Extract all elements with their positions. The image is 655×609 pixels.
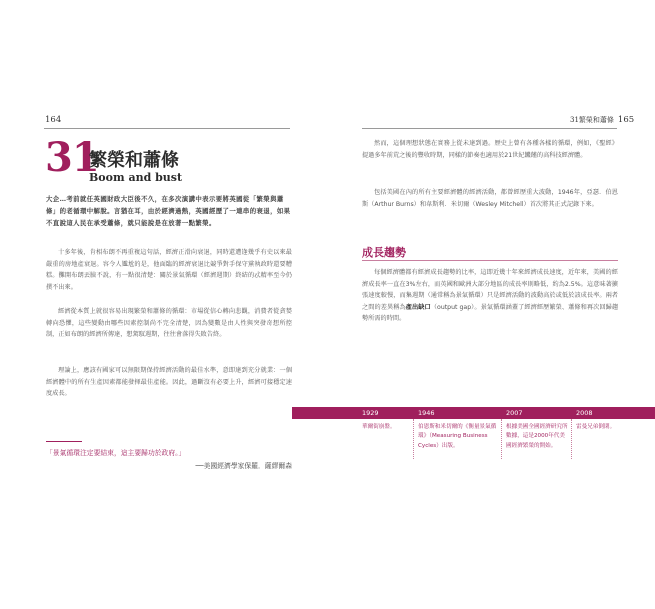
chapter-intro: 大企…考前就任英國財政大臣後不久，在多次演講中表示要將英國從「繁榮與蕭條」的老循環中解脫。言猶在耳，由於經濟過熱，英國經歷了一連串的衰退，如果不直說這人民在承受蕭條，就只能說是在放著一點繁榮。: [46, 195, 291, 227]
section-text-a: 每個經濟體都有經濟成長趨勢的比率，這即近幾十年來經濟成長速度，近年來，美國的經濟成長率一直在3%左右，而英國和歐洲大部分地區的成長率則略低，約為2.5%。這意味著擴張速度較慢，而集週期（通常稱為景氣循環）只是經濟活動的波動高於或低於該成長率。兩者之間的差異稱為: [362, 269, 618, 311]
chapter-title: 繁榮和蕭條: [89, 150, 179, 171]
header-rule-left: [44, 128, 290, 129]
timeline-year: 1929: [362, 409, 379, 417]
chapter-number: 31: [45, 134, 99, 181]
page-number-left: 164: [45, 115, 62, 125]
right-page: [327, 0, 655, 609]
section-text-b: （output gap）。景氣循環涵蓋了經濟經歷繁榮、蕭條和再次回歸趨勢所需的時間。: [362, 303, 619, 323]
timeline-event: 根據美國全國經濟研究所數據，這是2000年代美國經濟繁榮的開始。: [506, 424, 568, 449]
body-paragraph: 十多年後，肯相布朗不再重複這句話，經濟正滑向衰退，同時還遭逢幾乎有史以來最嚴重的房地產衰退。容令人尷尬的是，他面臨的經濟衰退比競爭對手保守黨執政時還要糟糕。攤開布朗丟臉不說，有一點很清楚：關於景氣循環（經濟週期）終結的忒精率至今仍撲不出來。: [46, 249, 292, 291]
key-term: 產出缺口: [405, 303, 431, 311]
timeline-bar: [292, 407, 655, 419]
body-paragraph: 理論上，應該有國家可以無限期保持經濟活動的最佳水準，意即達到充分就業：一個經濟體中的所有生產因素都能發揮最佳產能。因此，過斷沒有必要上升，經濟可接穩定速度成長。: [46, 367, 292, 398]
quote-text: 「景氣循環注定要結束，這主要歸功於政府。」: [46, 449, 186, 457]
quote-attribution: ──美國經濟學家保羅．薩繆爾森: [195, 462, 292, 470]
running-header-right: [570, 115, 634, 125]
section-paragraph: [362, 267, 618, 325]
timeline-event: 雷曼兄弟倒閉。: [576, 424, 616, 430]
timeline-event: 華爾街崩盤。: [362, 424, 396, 430]
section-title: 成長趨勢: [362, 246, 406, 259]
running-title: 31繁榮和蕭條: [570, 116, 614, 124]
pull-quote: [46, 447, 292, 473]
timeline-divider: [413, 419, 414, 459]
timeline-divider: [501, 419, 502, 459]
timeline-event: 伯恩斯和米切爾的《衡量景氣循環》（Measuring Business Cycles）出版。: [418, 424, 497, 449]
quote-rule: [46, 441, 82, 442]
page-number-right: 165: [617, 115, 635, 125]
body-paragraph: 然而，這個理想狀態在實務上從未達到過。歷史上曾有各種各樣的循環，例如，《聖經》提過多年前荒之後的豐收時期，同樣的節奏也適用於21世紀饑饉的高科技經濟體。: [362, 140, 618, 159]
section-rule: [362, 260, 618, 261]
chapter-subtitle: Boom and bust: [89, 171, 183, 184]
body-paragraph: 包括美國在內的所有主要經濟體的經濟活動，都曾經歷重大波動，1946年，亞瑟．伯恩斯（Arthur Burns）和韋斯利．米切爾（Wesley Mitchell）首次將其正式記錄下來。: [362, 189, 618, 208]
body-paragraph: 經濟從本質上就很容易出現繁榮和蕭條的循環：市場從信心轉向悲觀，消費者從貪婪轉向恐懼，這些變動由哪些因素控制尚不完全清楚，因為變數是由人性與突發奇想所控制，正如布朗的經濟所傳達，想駕馭週期，往往會落得失敗告終。: [46, 308, 292, 339]
timeline-year: 2008: [576, 409, 593, 417]
timeline-year: 1946: [418, 409, 435, 417]
timeline-divider: [571, 419, 572, 459]
header-rule-right: [362, 128, 617, 129]
left-page: [0, 0, 327, 609]
timeline-year: 2007: [506, 409, 523, 417]
